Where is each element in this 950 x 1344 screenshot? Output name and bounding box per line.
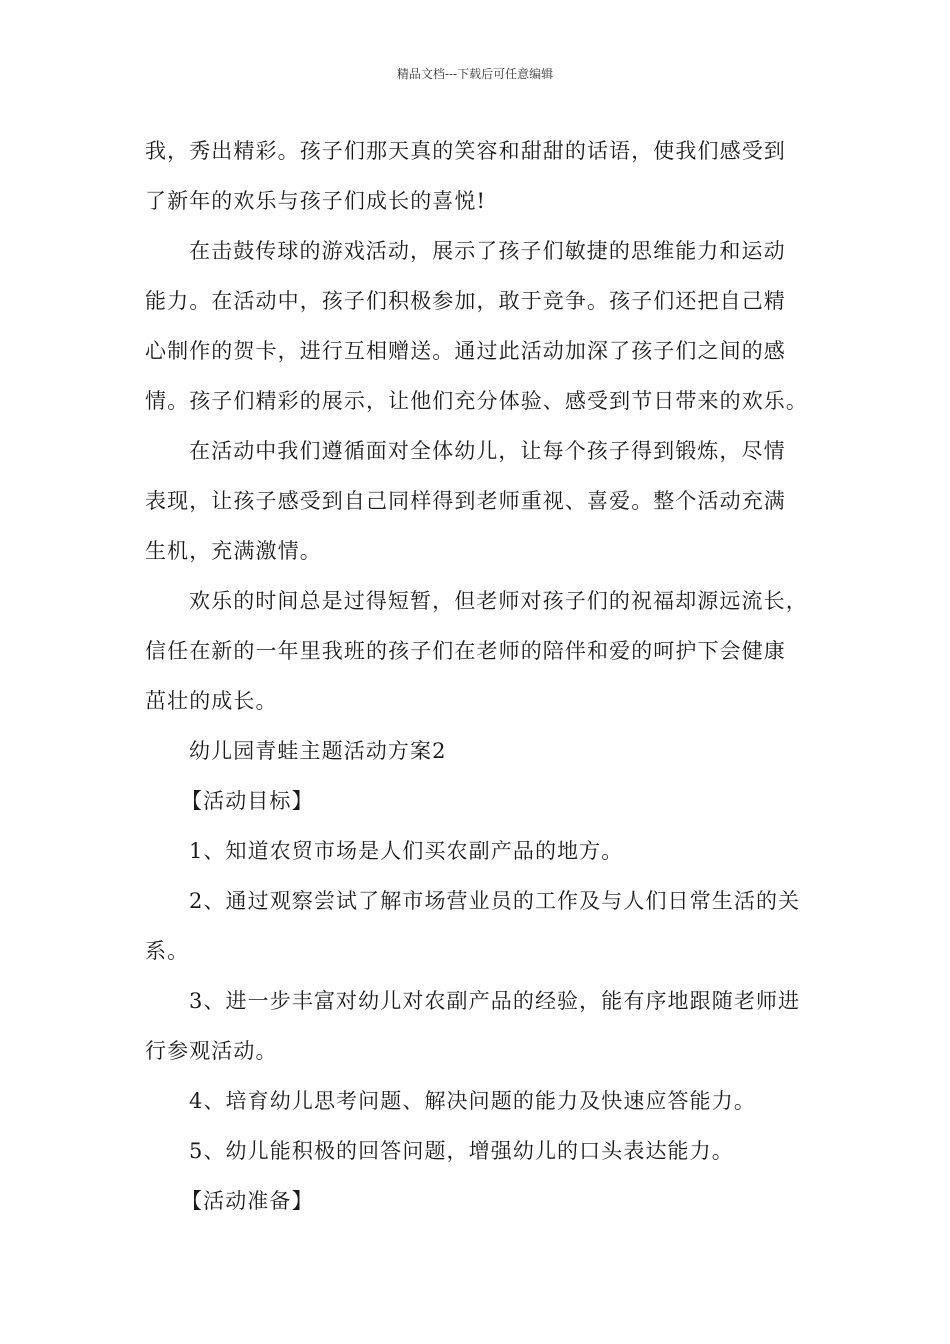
section-heading-preparation: 【活动准备】 xyxy=(181,1189,314,1213)
body-line: 欢乐的时间总是过得短暂，但老师对孩子们的祝福却源远流长， xyxy=(189,589,808,613)
list-item: 4、培育幼儿思考问题、解决问题的能力及快速应答能力。 xyxy=(189,1089,756,1113)
body-line: 在击鼓传球的游戏活动，展示了孩子们敏捷的思维能力和运动 xyxy=(189,239,786,263)
list-item: 2、通过观察尝试了解市场营业员的工作及与人们日常生活的关 xyxy=(189,889,801,913)
list-item: 3、进一步丰富对幼儿对农副产品的经验，能有序地跟随老师进 xyxy=(189,989,801,1013)
list-item: 1、知道农贸市场是人们买农副产品的地方。 xyxy=(189,839,624,863)
body-line: 能力。在活动中，孩子们积极参加，敢于竞争。孩子们还把自己精 xyxy=(145,289,786,313)
body-line: 信任在新的一年里我班的孩子们在老师的陪伴和爱的呵护下会健康 xyxy=(145,639,786,663)
body-line: 生机，充满激情。 xyxy=(145,539,322,563)
page-header: 精品文档---下载后可任意编辑 xyxy=(396,67,554,81)
section-heading-goals: 【活动目标】 xyxy=(181,789,314,813)
section-title: 幼儿园青蛙主题活动方案2 xyxy=(189,739,447,763)
body-line: 表现，让孩子感受到自己同样得到老师重视、喜爱。整个活动充满 xyxy=(145,489,786,513)
body-line: 情。孩子们精彩的展示，让他们充分体验、感受到节日带来的欢乐。 xyxy=(145,389,808,413)
body-line: 了新年的欢乐与孩子们成长的喜悦! xyxy=(145,189,487,213)
body-line: 茁壮的成长。 xyxy=(145,689,278,713)
body-line: 在活动中我们遵循面对全体幼儿，让每个孩子得到锻炼，尽情 xyxy=(189,439,786,463)
list-item-continuation: 行参观活动。 xyxy=(145,1039,278,1063)
list-item-continuation: 系。 xyxy=(145,939,190,963)
body-line: 我，秀出精彩。孩子们那天真的笑容和甜甜的话语，使我们感受到 xyxy=(145,139,786,163)
list-item: 5、幼儿能积极的回答问题，增强幼儿的口头表达能力。 xyxy=(189,1139,734,1163)
document-body xyxy=(145,126,813,1226)
body-line: 心制作的贺卡，进行互相赠送。通过此活动加深了孩子们之间的感 xyxy=(145,339,786,363)
